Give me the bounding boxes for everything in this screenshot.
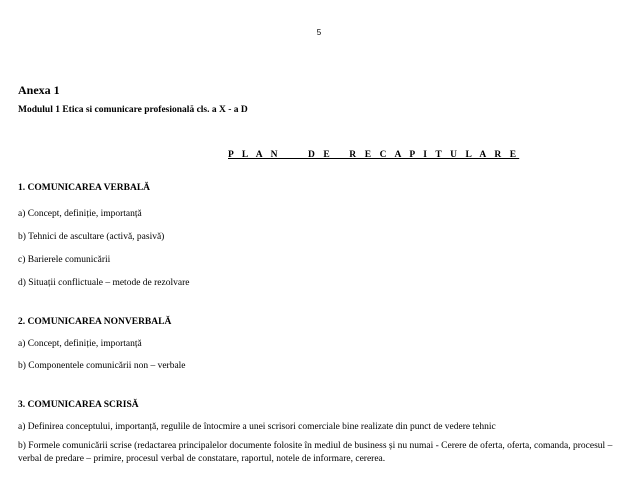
section-title-verbal: 1. COMUNICAREA VERBALĂ	[18, 183, 151, 193]
list-item: a) Definirea conceptului, importanță, regulile de întocmire a unei scrisori comerciale bine realizate din punct de vedere tehnic	[18, 422, 496, 432]
plan-title: P L A N D E R E C A P I T U L A R E	[228, 150, 520, 160]
list-item: b) Tehnici de ascultare (activă, pasivă)	[18, 232, 165, 242]
list-item: a) Concept, definiție, importanță	[18, 209, 142, 219]
list-item: a) Concept, definiție, importanță	[18, 339, 142, 349]
annex-title: Anexa 1	[18, 83, 60, 97]
section-title-nonverbal: 2. COMUNICAREA NONVERBALĂ	[18, 317, 172, 327]
list-item: d) Situații conflictuale – metode de rezolvare	[18, 278, 190, 288]
section-title-written: 3. COMUNICAREA SCRISĂ	[18, 400, 139, 410]
module-title: Modulul 1 Etica si comunicare profesională cls. a X - a D	[18, 105, 248, 115]
list-item: b) Formele comunicării scrise (redactarea principalelor documente folosite în mediul de business și nu numai - Cerere de oferta, oferta, comanda, procesul – verbal de predare – primire, procesul verbal de constatare, raportul, notele de informare, cererea.	[18, 441, 613, 464]
list-item: b) Componentele comunicării non – verbale	[18, 361, 186, 371]
list-item: c) Barierele comunicării	[18, 255, 111, 265]
page-number: 5	[316, 28, 322, 37]
